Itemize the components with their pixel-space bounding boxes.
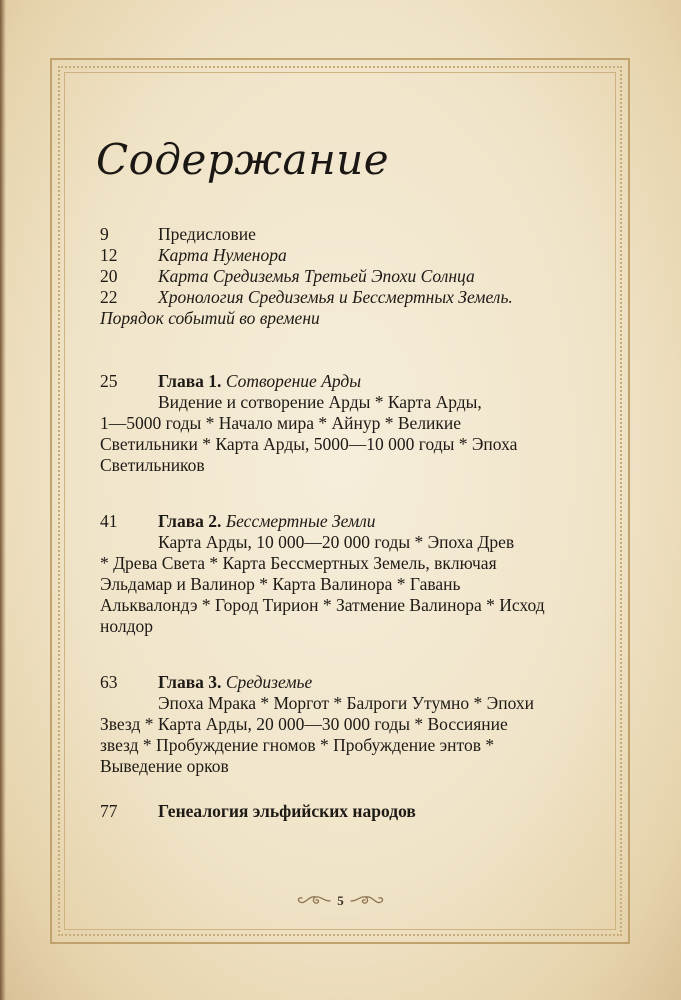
- chapter-contents-line: Видение и сотворение Арды * Карта Арды,: [158, 392, 482, 412]
- chapter-title: Сотворение Арды: [225, 371, 362, 391]
- toc-entry-genealogy[interactable]: [100, 801, 578, 822]
- chapter-contents-line: Звезд * Карта Арды, 20 000—30 000 годы * Воссияние: [100, 714, 508, 734]
- page-number: 25: [100, 371, 118, 391]
- chapter-title: Средиземье: [225, 672, 313, 692]
- chapter-contents-line: нолдор: [100, 616, 154, 636]
- book-spine-shadow: [0, 0, 6, 1000]
- page-number: 20: [100, 266, 118, 286]
- chapter-contents-line: Эпоха Мрака * Моргот * Балроги Утумно * Эпохи: [158, 693, 534, 713]
- spacer: [100, 329, 578, 371]
- chapter-label: Глава 2.: [158, 511, 222, 531]
- chapter-label: Глава 3.: [158, 672, 222, 692]
- page-footer: [0, 893, 681, 909]
- chapter-contents-line: Карта Арды, 10 000—20 000 годы * Эпоха Древ: [158, 532, 515, 552]
- chapter-contents-line: Светильников: [100, 455, 205, 475]
- chapter-contents-line: Эльдамар и Валинор * Карта Валинора * Гавань: [100, 574, 461, 594]
- page-number: 9: [100, 224, 109, 244]
- entry-title-line1: Хронология Средиземья и Бессмертных Земель.: [158, 287, 513, 307]
- chapter-contents-line: 1—5000 годы * Начало мира * Айнур * Великие: [100, 413, 462, 433]
- flourish-left-icon: [297, 894, 331, 908]
- toc-chapter-3[interactable]: [100, 672, 578, 777]
- page-title: Содержание: [96, 135, 390, 184]
- chapter-contents-line: Выведение орков: [100, 756, 229, 776]
- toc-entry-preface[interactable]: [100, 224, 578, 245]
- chapter-label: Глава 1.: [158, 371, 222, 391]
- page-number: 77: [100, 801, 118, 821]
- chapter-contents-line: Светильники * Карта Арды, 5000—10 000 годы * Эпоха: [100, 434, 518, 454]
- spacer: [100, 777, 578, 801]
- flourish-right-icon: [350, 894, 384, 908]
- entry-title-line2: Порядок событий во времени: [100, 308, 320, 328]
- entry-title: Карта Нуменора: [158, 245, 287, 265]
- chapter-title: Бессмертные Земли: [225, 511, 376, 531]
- page-number: 22: [100, 287, 118, 307]
- page-number-footer: 5: [337, 893, 344, 908]
- toc-entry-chronology[interactable]: [100, 287, 578, 329]
- spacer: [100, 637, 578, 672]
- entry-title: Предисловие: [158, 224, 256, 244]
- page-number: 41: [100, 511, 118, 531]
- toc-entry-numenor-map[interactable]: [100, 245, 578, 266]
- page-number: 12: [100, 245, 118, 265]
- entry-title: Генеалогия эльфийских народов: [158, 801, 416, 821]
- toc-chapter-1[interactable]: [100, 371, 578, 476]
- toc-chapter-2[interactable]: [100, 511, 578, 637]
- spacer: [100, 476, 578, 511]
- chapter-contents-line: Альквалондэ * Город Тирион * Затмение Валинора * Исход: [100, 595, 545, 615]
- toc-entry-middle-earth-map[interactable]: [100, 266, 578, 287]
- table-of-contents: [100, 224, 578, 822]
- chapter-contents-line: звезд * Пробуждение гномов * Пробуждение энтов *: [100, 735, 495, 755]
- entry-title: Карта Средиземья Третьей Эпохи Солнца: [158, 266, 475, 286]
- chapter-contents-line: * Древа Света * Карта Бессмертных Земель, включая: [100, 553, 497, 573]
- page-number: 63: [100, 672, 118, 692]
